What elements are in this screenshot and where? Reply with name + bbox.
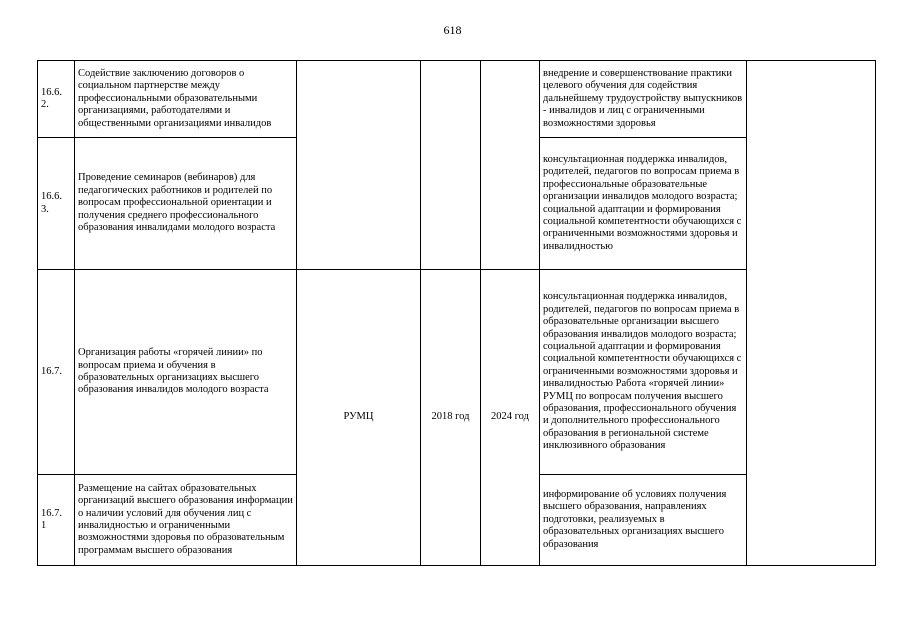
measure-text: Проведение семинаров (вебинаров) для педагогических работников и родителей по вопросам профессиональной ориентации и получения среднего профессионального образования инвалидами молодого возраста <box>75 138 297 270</box>
row-number: 16.6. 3. <box>38 138 75 270</box>
row-number: 16.6. 2. <box>38 61 75 138</box>
measures-table <box>37 60 876 566</box>
measure-text: Содействие заключению договоров о социальном партнерстве между профессиональными образовательными организациями, работодателями и общественными организациями инвалидов <box>75 61 297 138</box>
page-number: 618 <box>443 23 462 37</box>
responsible-cell: РУМЦ <box>297 270 421 566</box>
result-text: внедрение и совершенствование практики целевого обучения для содействия дальнейшему трудоустройству выпускников - инвалидов и лиц с ограниченными возможностями здоровья <box>540 61 747 138</box>
row-number: 16.7. <box>38 270 75 475</box>
start-year-cell: 2018 год <box>421 270 481 566</box>
measure-text: Размещение на сайтах образовательных организаций высшего образования информации о наличии условий для обучения лиц с инвалидностью и ограниченными возможностями здоровья по образовательным программам высшего образования <box>75 475 297 566</box>
end-year-cell: 2024 год <box>481 270 540 566</box>
start-cell-empty <box>421 61 481 270</box>
row-number: 16.7. 1 <box>38 475 75 566</box>
table-row <box>38 61 876 138</box>
result-text: консультационная поддержка инвалидов, родителей, педагогов по вопросам приема в образовательные организации высшего образования инвалидов молодого возраста; социальной адаптации и формирования социальной компетентности обучающихся с ограниченными возможностями здоровья и инвалидностью Работа «горячей линии» РУМЦ по вопросам получения высшего образования, профессионального обучения и дополнительного профессионального образования в региональной системе инклюзивного образования <box>540 270 747 475</box>
measure-text: Организация работы «горячей линии» по вопросам приема и обучения в образовательных организациях высшего образования инвалидов молодого возраста <box>75 270 297 475</box>
result-text: информирование об условиях получения высшего образования, направлениях подготовки, реализуемых в образовательных организациях высшего образования <box>540 475 747 566</box>
responsible-cell-empty <box>297 61 421 270</box>
end-cell-empty <box>481 61 540 270</box>
result-text: консультационная поддержка инвалидов, родителей, педагогов по вопросам приема в профессиональные образовательные организации инвалидов молодого возраста; социальной адаптации и формирования социальной компетентности обучающихся с ограниченными возможностями здоровья и инвалидностью <box>540 138 747 270</box>
notes-cell-empty <box>747 61 876 566</box>
